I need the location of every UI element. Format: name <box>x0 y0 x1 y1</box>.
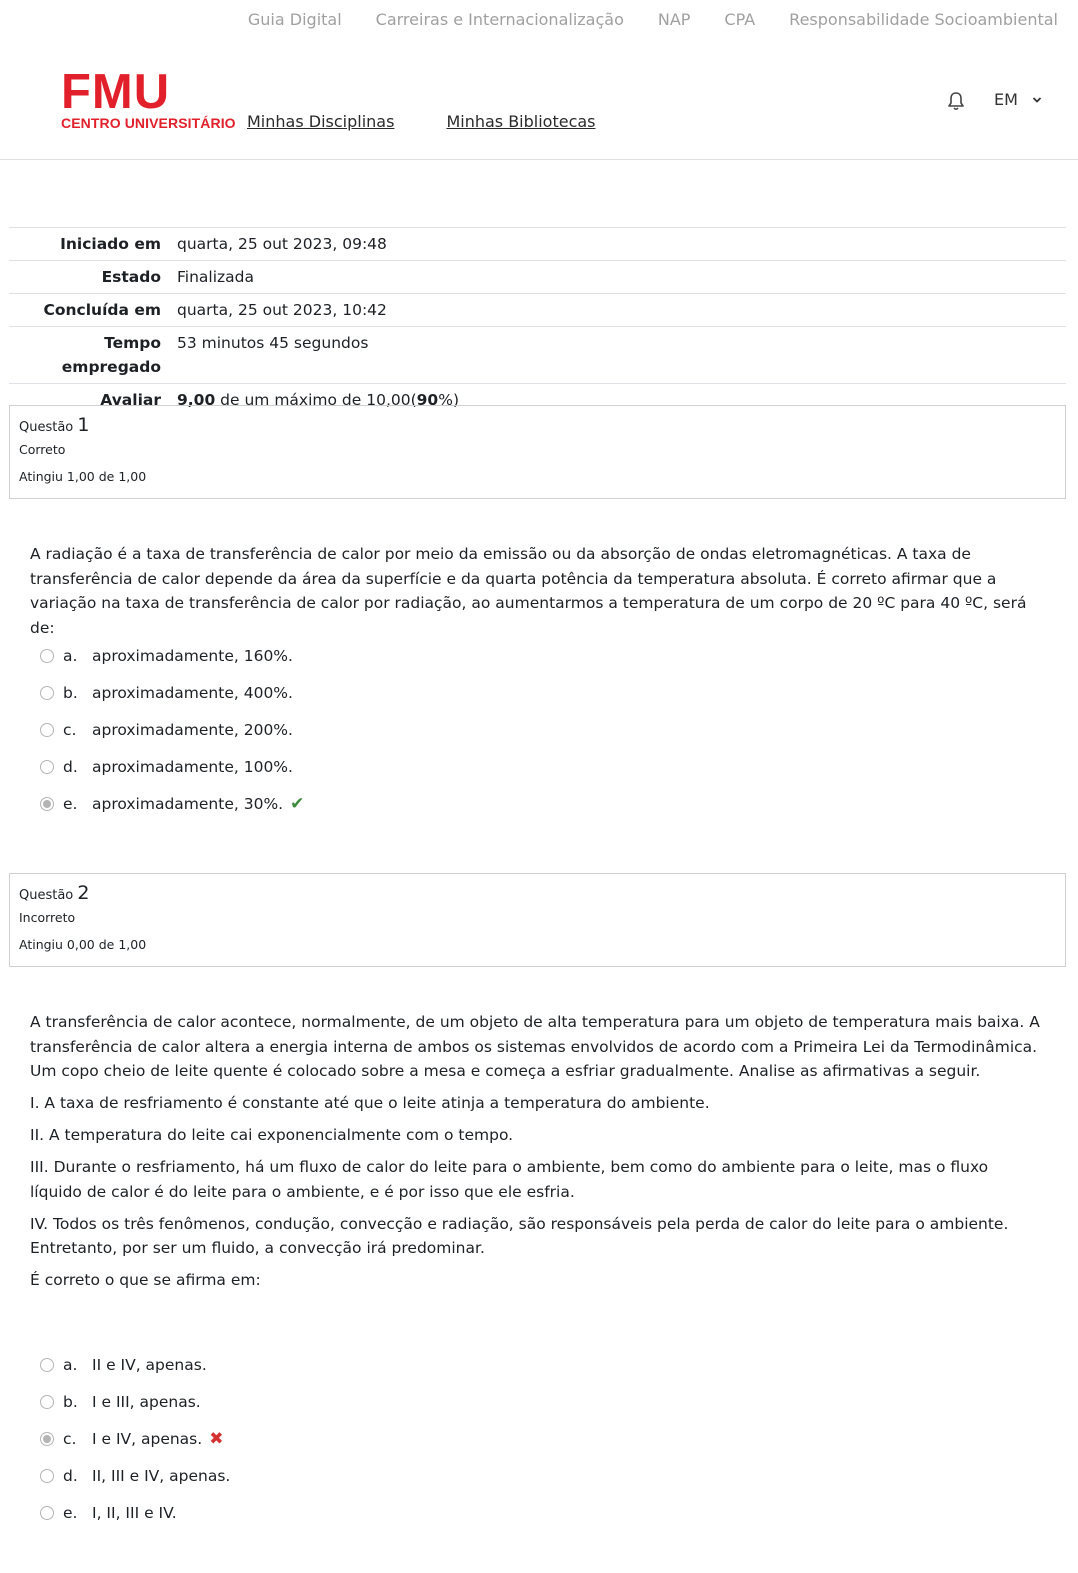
cross-icon: ✖ <box>209 1428 224 1449</box>
answer-option[interactable] <box>40 637 304 674</box>
top-link-responsabilidade[interactable]: Responsabilidade Socioambiental <box>789 10 1058 29</box>
summary-completed-label: Concluída em <box>43 301 161 319</box>
radio-button[interactable] <box>40 1469 54 1483</box>
question-1-number <box>19 413 1056 440</box>
answer-option[interactable] <box>40 711 304 748</box>
summary-row-time <box>9 327 1066 384</box>
question-label: Questão <box>19 888 74 903</box>
site-header <box>0 48 1078 160</box>
main-nav <box>247 112 596 131</box>
grade-percent: 90 <box>416 391 439 409</box>
radio-button[interactable] <box>40 686 54 700</box>
radio-button[interactable] <box>40 723 54 737</box>
question-2-paragraph: A transferência de calor acontece, normalmente, de um objeto de alta temperatura para um objeto de temperatura mais baixa. A transferência de calor altera a energia interna de ambos os sistemas envolvidos de acordo com a Primeira Lei da Termodinâmica. Um copo cheio de leite quente é colocado sobre a mesa e começa a esfriar gradualmente. Analise as afirmativas a seguir. <box>30 1013 1040 1080</box>
answer-text: aproximadamente, 160%. <box>92 646 293 665</box>
grade-mid: de um máximo de 10,00( <box>215 391 417 409</box>
answer-text: II, III e IV, apenas. <box>92 1466 231 1485</box>
answer-option[interactable] <box>40 1457 230 1494</box>
summary-time-label-1: Tempo <box>104 334 161 352</box>
question-1-answers <box>40 637 304 822</box>
summary-completed-value: quarta, 25 out 2023, 10:42 <box>177 301 387 319</box>
question-number: 2 <box>77 882 90 904</box>
fmu-logo[interactable] <box>61 65 236 131</box>
nav-minhas-bibliotecas[interactable]: Minhas Bibliotecas <box>446 112 596 131</box>
radio-button-checked[interactable] <box>40 797 54 811</box>
answer-text: aproximadamente, 200%. <box>92 720 293 739</box>
answer-option-selected[interactable] <box>40 1420 230 1457</box>
summary-state-value: Finalizada <box>177 268 255 286</box>
top-link-carreiras[interactable]: Carreiras e Internacionalização <box>375 10 624 29</box>
question-2-answers <box>40 1346 230 1531</box>
radio-button[interactable] <box>40 1358 54 1372</box>
answer-letter: b. <box>63 1392 78 1411</box>
question-2-prompt: É correto o que se afirma em: <box>30 1271 261 1289</box>
question-2-text <box>30 1010 1040 1300</box>
user-menu[interactable] <box>994 90 1042 109</box>
question-1-info <box>9 405 1066 499</box>
grade-end: %) <box>438 391 459 409</box>
question-1-grade: Atingiu 1,00 de 1,00 <box>19 469 147 484</box>
radio-button[interactable] <box>40 649 54 663</box>
summary-started-label: Iniciado em <box>60 235 161 253</box>
answer-text: II e IV, apenas. <box>92 1355 207 1374</box>
question-1-paragraph: A radiação é a taxa de transferência de calor por meio da emissão ou da absorção de ondas eletromagnéticas. A taxa de transferência de calor depende da área da superfície e da quarta potência da temperatura absoluta. É correto afirmar que a variação na taxa de transferência de calor por radiação, ao aumentarmos a temperatura de um corpo de 20 ºC para 40 ºC, será de: <box>30 545 1027 637</box>
answer-text: aproximadamente, 400%. <box>92 683 293 702</box>
summary-grade-label: Avaliar <box>100 391 161 409</box>
answer-option-selected[interactable] <box>40 785 304 822</box>
answer-letter: a. <box>63 646 78 665</box>
question-number: 1 <box>77 414 90 436</box>
answer-text: I e III, apenas. <box>92 1392 201 1411</box>
question-2-number <box>19 881 1056 908</box>
question-1-text <box>30 542 1040 648</box>
answer-letter: e. <box>63 1503 78 1522</box>
radio-button[interactable] <box>40 1506 54 1520</box>
question-2-statement-iv: IV. Todos os três fenômenos, condução, convecção e radiação, são responsáveis pela perda de calor do leite para o ambiente. Entretanto, por ser um fluido, a convecção irá predominar. <box>30 1214 1009 1257</box>
top-link-guia-digital[interactable]: Guia Digital <box>247 10 342 29</box>
check-icon: ✔ <box>290 793 305 814</box>
question-2-statement-i: I. A taxa de resfriamento é constante até que o leite atinja a temperatura do ambiente. <box>30 1094 710 1112</box>
answer-letter: b. <box>63 683 78 702</box>
answer-option[interactable] <box>40 1383 230 1420</box>
attempt-summary <box>9 227 1066 416</box>
top-link-nap[interactable]: NAP <box>657 10 691 29</box>
radio-button[interactable] <box>40 760 54 774</box>
summary-time-label-2: empregado <box>61 358 161 376</box>
answer-option[interactable] <box>40 1346 230 1383</box>
grade-score: 9,00 <box>177 391 216 409</box>
answer-text: I, II, III e IV. <box>92 1503 177 1522</box>
answer-text: I e IV, apenas. <box>92 1429 203 1448</box>
answer-option[interactable] <box>40 1494 230 1531</box>
top-links <box>248 10 1058 29</box>
answer-option[interactable] <box>40 748 304 785</box>
summary-row-started <box>9 228 1066 261</box>
answer-letter: c. <box>63 1429 77 1448</box>
answer-letter: a. <box>63 1355 78 1374</box>
chevron-down-icon <box>1032 95 1042 105</box>
summary-row-completed <box>9 294 1066 327</box>
radio-button-checked[interactable] <box>40 1432 54 1446</box>
question-2-info <box>9 873 1066 967</box>
nav-minhas-disciplinas[interactable]: Minhas Disciplinas <box>247 112 395 131</box>
logo-mark: FMU <box>61 65 171 119</box>
answer-letter: d. <box>63 757 78 776</box>
question-label: Questão <box>19 420 74 435</box>
question-2-grade: Atingiu 0,00 de 1,00 <box>19 937 147 952</box>
summary-row-state <box>9 261 1066 294</box>
answer-letter: e. <box>63 794 78 813</box>
question-2-statement-iii: III. Durante o resfriamento, há um fluxo de calor do leite para o ambiente, bem como do ambiente para o leite, mas o fluxo líquido de calor é do leite para o ambiente, e é por isso que ele esfria. <box>30 1158 989 1201</box>
answer-option[interactable] <box>40 674 304 711</box>
answer-text: aproximadamente, 100%. <box>92 757 293 776</box>
answer-letter: d. <box>63 1466 78 1485</box>
summary-time-value: 53 minutos 45 segundos <box>177 334 369 352</box>
question-2-state: Incorreto <box>19 910 76 925</box>
question-1-state: Correto <box>19 442 66 457</box>
bell-icon[interactable] <box>946 90 966 112</box>
summary-time-label <box>9 327 169 384</box>
summary-state-label: Estado <box>101 268 161 286</box>
user-initials: EM <box>994 90 1018 109</box>
summary-started-value: quarta, 25 out 2023, 09:48 <box>177 235 387 253</box>
answer-text: aproximadamente, 30%. <box>92 794 284 813</box>
radio-button[interactable] <box>40 1395 54 1409</box>
question-2-statement-ii: II. A temperatura do leite cai exponencialmente com o tempo. <box>30 1126 514 1144</box>
top-link-cpa[interactable]: CPA <box>724 10 756 29</box>
answer-letter: c. <box>63 720 77 739</box>
logo-subtitle: CENTRO UNIVERSITÁRIO <box>61 115 236 131</box>
